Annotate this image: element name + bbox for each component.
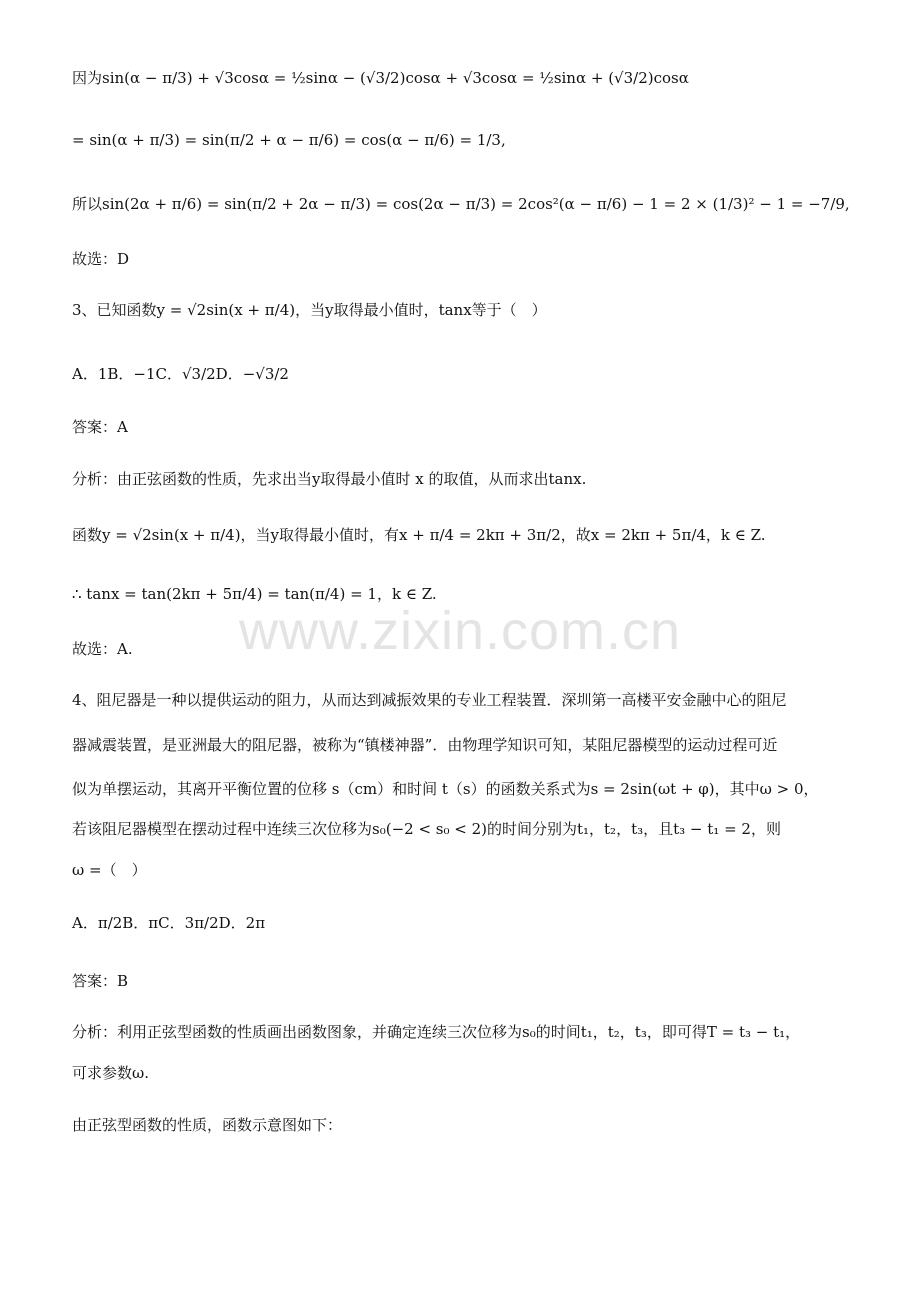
solution-line-1: 因为sin(α − π/3) + √3cosα = ½sinα − (√3/2)cosα + √3cosα = ½sinα + (√3/2)cosα [72,69,689,87]
question-4-answer: 答案：B [72,972,129,990]
choice-line-q2: 故选：D [72,250,130,268]
question-4-stem-3: 似为单摆运动，其离开平衡位置的位移 s（cm）和时间 t（s）的函数关系式为s = 2sin(ωt + φ)，其中ω > 0， [72,780,819,798]
question-3-options: A．1B．−1C．√3/2D．−√3/2 [72,365,289,383]
question-3-choice: 故选：A. [72,640,133,658]
solution-line-3: 所以sin(2α + π/6) = sin(π/2 + 2α − π/3) = cos(2α − π/3) = 2cos²(α − π/6) − 1 = 2 × (1/3)² − 1 = −7/9, [72,195,850,213]
question-3-solution-1: 函数y = √2sin(x + π/4)，当y取得最小值时，有x + π/4 = 2kπ + 3π/2，故x = 2kπ + 5π/4，k ∈ Z. [72,526,766,544]
question-3-answer: 答案：A [72,418,128,436]
question-3-analysis: 分析：由正弦函数的性质，先求出当y取得最小值时 x 的取值，从而求出tanx. [72,470,587,488]
question-4-figure-intro: 由正弦型函数的性质，函数示意图如下： [72,1116,343,1134]
question-3-stem: 3、已知函数y = √2sin(x + π/4)，当y取得最小值时，tanx等于（ ） [72,301,547,319]
question-4-stem-4: 若该阻尼器模型在摆动过程中连续三次位移为s₀(−2 < s₀ < 2)的时间分别为t₁，t₂，t₃，且t₃ − t₁ = 2，则 [72,820,781,838]
question-4-stem-1: 4、阻尼器是一种以提供运动的阻力，从而达到减振效果的专业工程装置．深圳第一高楼平安金融中心的阻尼 [72,691,787,709]
question-3-solution-2: ∴ tanx = tan(2kπ + 5π/4) = tan(π/4) = 1，k ∈ Z. [72,585,437,603]
watermark: www.zixin.com.cn [238,601,682,661]
solution-line-2: = sin(α + π/3) = sin(π/2 + α − π/6) = cos(α − π/6) = 1/3, [72,131,506,149]
question-4-stem-5: ω =（ ） [72,861,147,879]
question-4-analysis-1: 分析：利用正弦型函数的性质画出函数图象，并确定连续三次位移为s₀的时间t₁，t₂，t₃，即可得T = t₃ − t₁， [72,1023,801,1041]
question-4-options: A．π/2B．πC．3π/2D．2π [72,914,266,932]
question-4-analysis-2: 可求参数ω. [72,1064,149,1082]
question-4-stem-2: 器减震装置，是亚洲最大的阻尼器，被称为“镇楼神器”．由物理学知识可知，某阻尼器模型的运动过程可近 [72,736,778,754]
